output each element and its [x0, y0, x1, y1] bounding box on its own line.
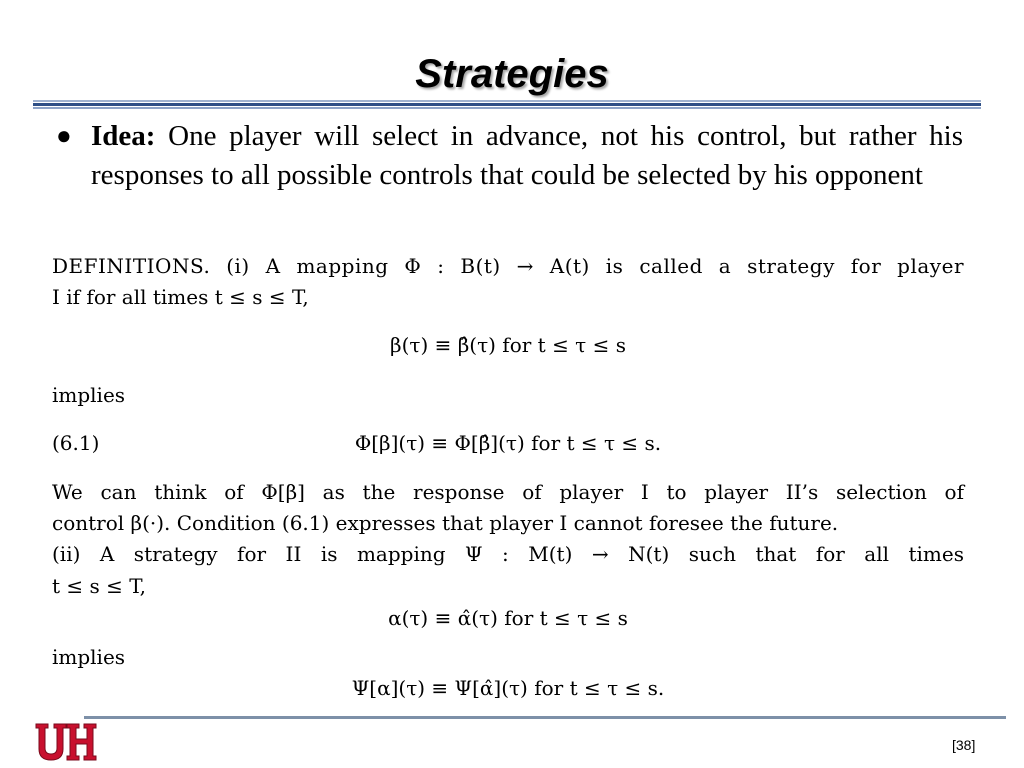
- bullet-text: One player will select in advance, not his control, but rather his responses to all possible controls that could be selected by his opponent: [91, 120, 963, 191]
- paragraph-2-line-2: t ≤ s ≤ T,: [52, 574, 147, 598]
- definition-line-1: DEFINITIONS. (i) A mapping Φ : B(t) → A(t) is called a strategy for player: [52, 254, 964, 278]
- bullet-label: Idea:: [91, 120, 156, 152]
- slide-title: Strategies: [415, 52, 609, 96]
- equation-beta: β(τ) ≡ β̂(τ) for t ≤ τ ≤ s: [390, 333, 626, 357]
- footer-divider: [84, 716, 1006, 719]
- title-divider: [33, 100, 981, 110]
- equation-psi: Ψ[α](τ) ≡ Ψ[α̂](τ) for t ≤ τ ≤ s.: [351, 676, 665, 700]
- paragraph-2-line-1: (ii) A strategy for II is mapping Ψ : M(t) → N(t) such that for all times: [52, 542, 964, 566]
- bullet-marker: ●: [56, 121, 72, 150]
- equation-6-1-row: [52, 428, 964, 458]
- page-number: [38]: [952, 737, 976, 753]
- paragraph-1-line-2: control β(·). Condition (6.1) expresses that player I cannot foresee the future.: [52, 511, 839, 535]
- definition-line-2: I if for all times t ≤ s ≤ T,: [52, 285, 309, 309]
- implies-text-1: implies: [52, 383, 126, 407]
- equation-number: (6.1): [52, 431, 100, 455]
- bullet-idea: [91, 117, 963, 195]
- paragraph-1-line-1: We can think of Φ[β] as the response of player I to player II’s selection of: [52, 480, 964, 504]
- equation-alpha: α(τ) ≡ α̂(τ) for t ≤ τ ≤ s: [388, 606, 628, 630]
- university-logo-icon: [34, 720, 98, 764]
- equation-phi: Φ[β](τ) ≡ Φ[β̂](τ) for t ≤ τ ≤ s.: [354, 431, 662, 455]
- implies-text-2: implies: [52, 645, 126, 669]
